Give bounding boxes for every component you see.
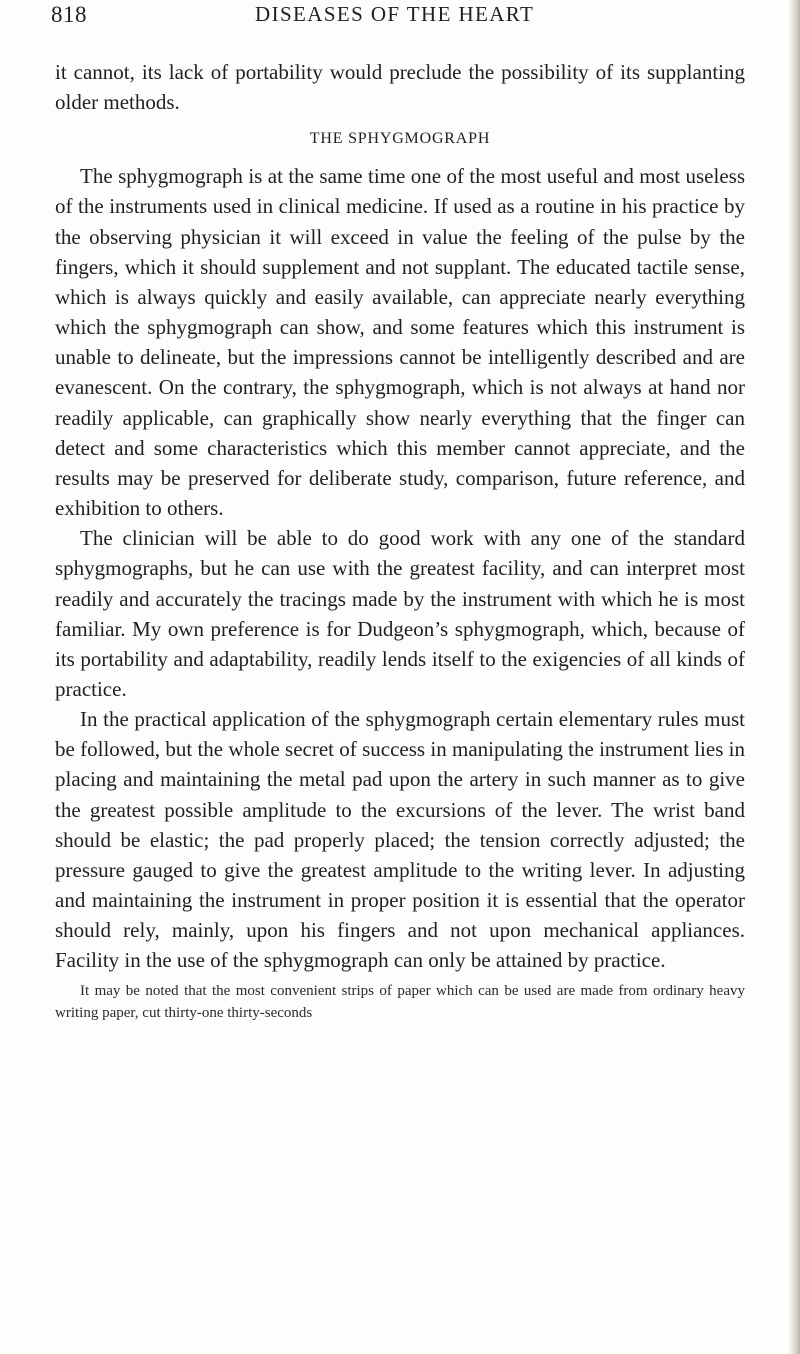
paragraph-clinician-preference: The clinician will be able to do good work with any one of the standard sphygmographs, but he can use with the greatest facility, and can interpret most readily and accurately the tracings made by the instrument with which he is most familiar. My own preference is for Dudgeon’s sphygmograph, which, because of its portability and adaptability, readily lends itself to the exigencies of all kinds of practice. bbox=[55, 526, 745, 701]
running-head-title: DISEASES OF THE HEART bbox=[255, 2, 535, 26]
page-edge-shadow bbox=[788, 0, 800, 1354]
section-heading: THE SPHYGMOGRAPH bbox=[309, 130, 491, 148]
body-text bbox=[55, 57, 745, 1024]
continued-paragraph: it cannot, its lack of portability would preclude the possibility of its supplanting older methods. bbox=[55, 60, 745, 115]
footnote: It may be noted that the most convenient strips of paper which can be used are made from ordinary heavy writing paper, cut thirty-one thirty-seconds bbox=[55, 982, 745, 1021]
paragraph-practical-application: In the practical application of the sphygmograph certain elementary rules must be followed, but the whole secret of success in manipulating the instrument lies in placing and maintaining the metal pad upon the artery in such manner as to give the greatest possible amplitude to the excursions of the lever. The wrist band should be elastic; the pad properly placed; the tension correctly adjusted; the pressure gauged to give the greatest amplitude to the writing lever. In adjusting and maintaining the instrument in proper position it is essential that the operator should rely, mainly, upon his fingers and not upon mechanical appliances. Facility in the use of the sphygmograph can only be attained by practice. bbox=[55, 707, 745, 973]
paragraph-sphygmograph-usefulness: The sphygmograph is at the same time one of the most useful and most useless of the instruments used in clinical medicine. If used as a routine in his practice by the observing physician it will exceed in value the feeling of the pulse by the fingers, which it should supplement and not supplant. The educated tactile sense, which is always quickly and easily available, can appreciate nearly everything which the sphygmograph can show, and some features which this instrument is unable to delineate, but the impressions cannot be intelligently described and are evanescent. On the contrary, the sphygmograph, which is not always at hand nor readily applicable, can graphically show nearly everything that the finger can detect and some characteristics which this member cannot appreciate, and the results may be preserved for deliberate study, comparison, future reference, and exhibition to others. bbox=[55, 164, 745, 521]
running-head bbox=[51, 2, 741, 42]
page-number: 818 bbox=[51, 2, 87, 27]
